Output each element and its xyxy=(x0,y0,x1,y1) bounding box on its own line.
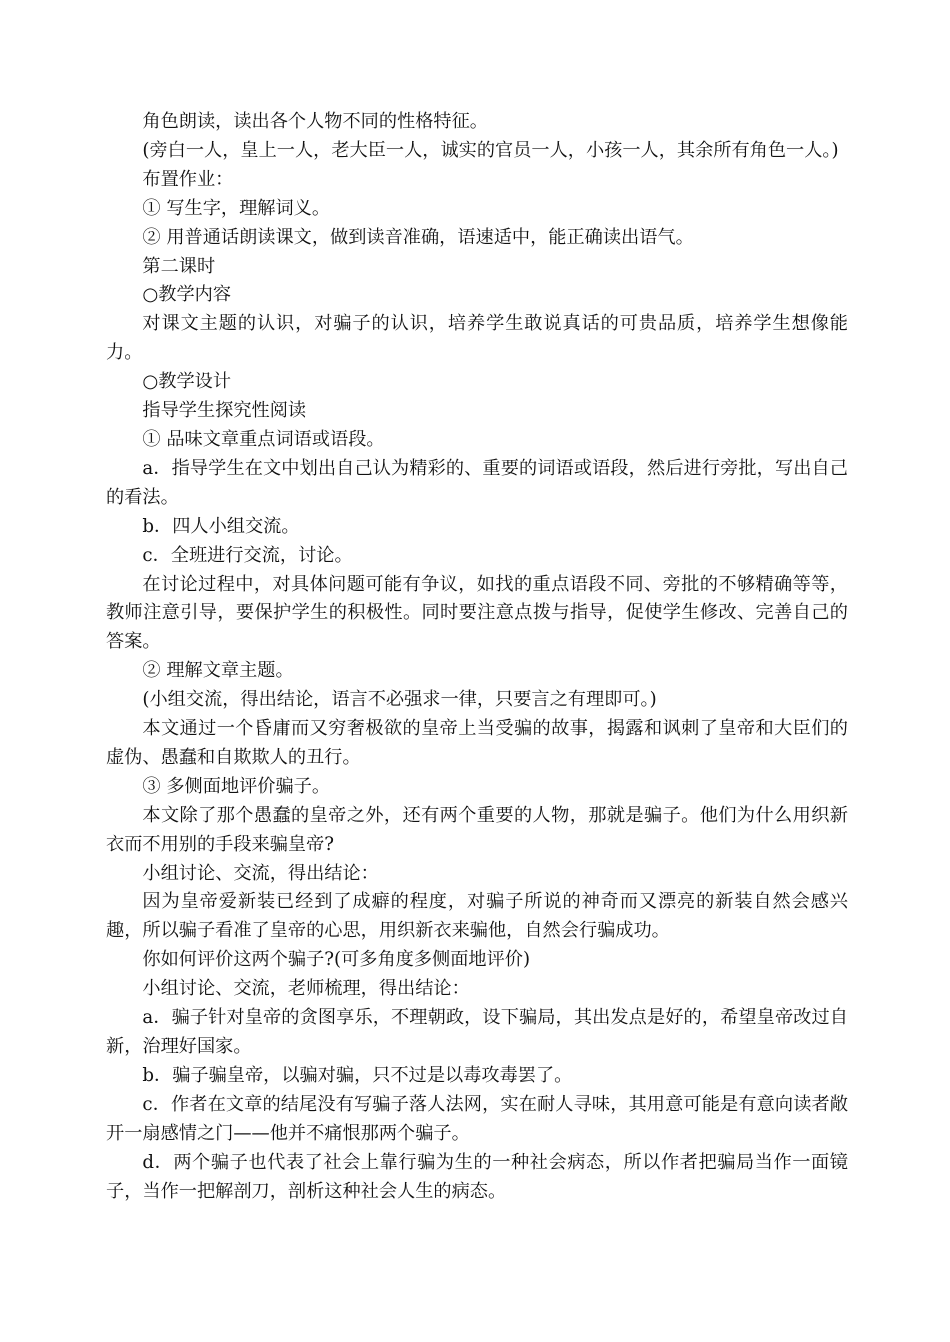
document-body xyxy=(106,108,848,1206)
section-heading: ○教学设计 xyxy=(142,371,232,393)
paragraph: ② 理解文章主题。 xyxy=(142,660,294,682)
paragraph: 本文除了那个愚蠢的皇帝之外，还有两个重要的人物，那就是骗子。他们为什么用织新衣而不用别的手段来骗皇帝? xyxy=(106,804,848,855)
paragraph: 你如何评价这两个骗子?(可多角度多侧面地评价) xyxy=(142,949,531,971)
paragraph: b．四人小组交流。 xyxy=(142,515,300,537)
paragraph: a．指导学生在文中划出自己认为精彩的、重要的词语或语段，然后进行旁批，写出自己的看法。 xyxy=(106,457,848,508)
paragraph: c．作者在文章的结尾没有写骗子落人法网，实在耐人寻味，其用意可能是有意向读者敞开一扇感情之门——他并不痛恨那两个骗子。 xyxy=(106,1093,848,1144)
paragraph: 因为皇帝爱新装已经到了成癖的程度，对骗子所说的神奇而又漂亮的新装自然会感兴趣，所以骗子看准了皇帝的心思，用织新衣来骗他，自然会行骗成功。 xyxy=(106,891,848,942)
paragraph: 对课文主题的认识，对骗子的认识，培养学生敢说真话的可贵品质，培养学生想像能力。 xyxy=(106,313,848,364)
paragraph: ② 用普通话朗读课文，做到读音准确，语速适中，能正确读出语气。 xyxy=(142,226,694,248)
paragraph: c．全班进行交流，讨论。 xyxy=(142,544,353,566)
paragraph: (旁白一人，皇上一人，老大臣一人，诚实的官员一人，小孩一人，其余所有角色一人。) xyxy=(142,139,839,161)
paragraph: 小组讨论、交流，老师梳理，得出结论： xyxy=(142,978,470,1000)
paragraph: 指导学生探究性阅读 xyxy=(142,400,307,422)
section-heading: 第二课时 xyxy=(142,255,216,277)
paragraph: ③ 多侧面地评价骗子。 xyxy=(142,775,331,797)
paragraph: ① 写生字，理解词义。 xyxy=(142,197,331,219)
paragraph: 本文通过一个昏庸而又穷奢极欲的皇帝上当受骗的故事，揭露和讽刺了皇帝和大臣们的虚伪、愚蠢和自欺欺人的丑行。 xyxy=(106,718,848,768)
paragraph: a．骗子针对皇帝的贪图享乐，不理朝政，设下骗局，其出发点是好的，希望皇帝改过自新，治理好国家。 xyxy=(106,1007,848,1057)
paragraph: ① 品味文章重点词语或语段。 xyxy=(142,428,385,450)
paragraph: 小组讨论、交流，得出结论： xyxy=(142,862,379,884)
paragraph: 在讨论过程中，对具体问题可能有争议，如找的重点语段不同、旁批的不够精确等等，教师注意引导，要保护学生的积极性。同时要注意点拨与指导，促使学生修改、完善自己的答案。 xyxy=(106,573,848,653)
paragraph: 布置作业： xyxy=(142,168,234,190)
paragraph: b．骗子骗皇帝，以骗对骗，只不过是以毒攻毒罢了。 xyxy=(142,1064,573,1086)
paragraph: 角色朗读，读出各个人物不同的性格特征。 xyxy=(142,111,488,132)
paragraph: d．两个骗子也代表了社会上靠行骗为生的一种社会病态，所以作者把骗局当作一面镜子，当作一把解剖刀，剖析这种社会人生的病态。 xyxy=(106,1151,848,1202)
paragraph: (小组交流，得出结论，语言不必强求一律，只要言之有理即可。) xyxy=(142,689,657,711)
section-heading: ○教学内容 xyxy=(142,284,232,306)
